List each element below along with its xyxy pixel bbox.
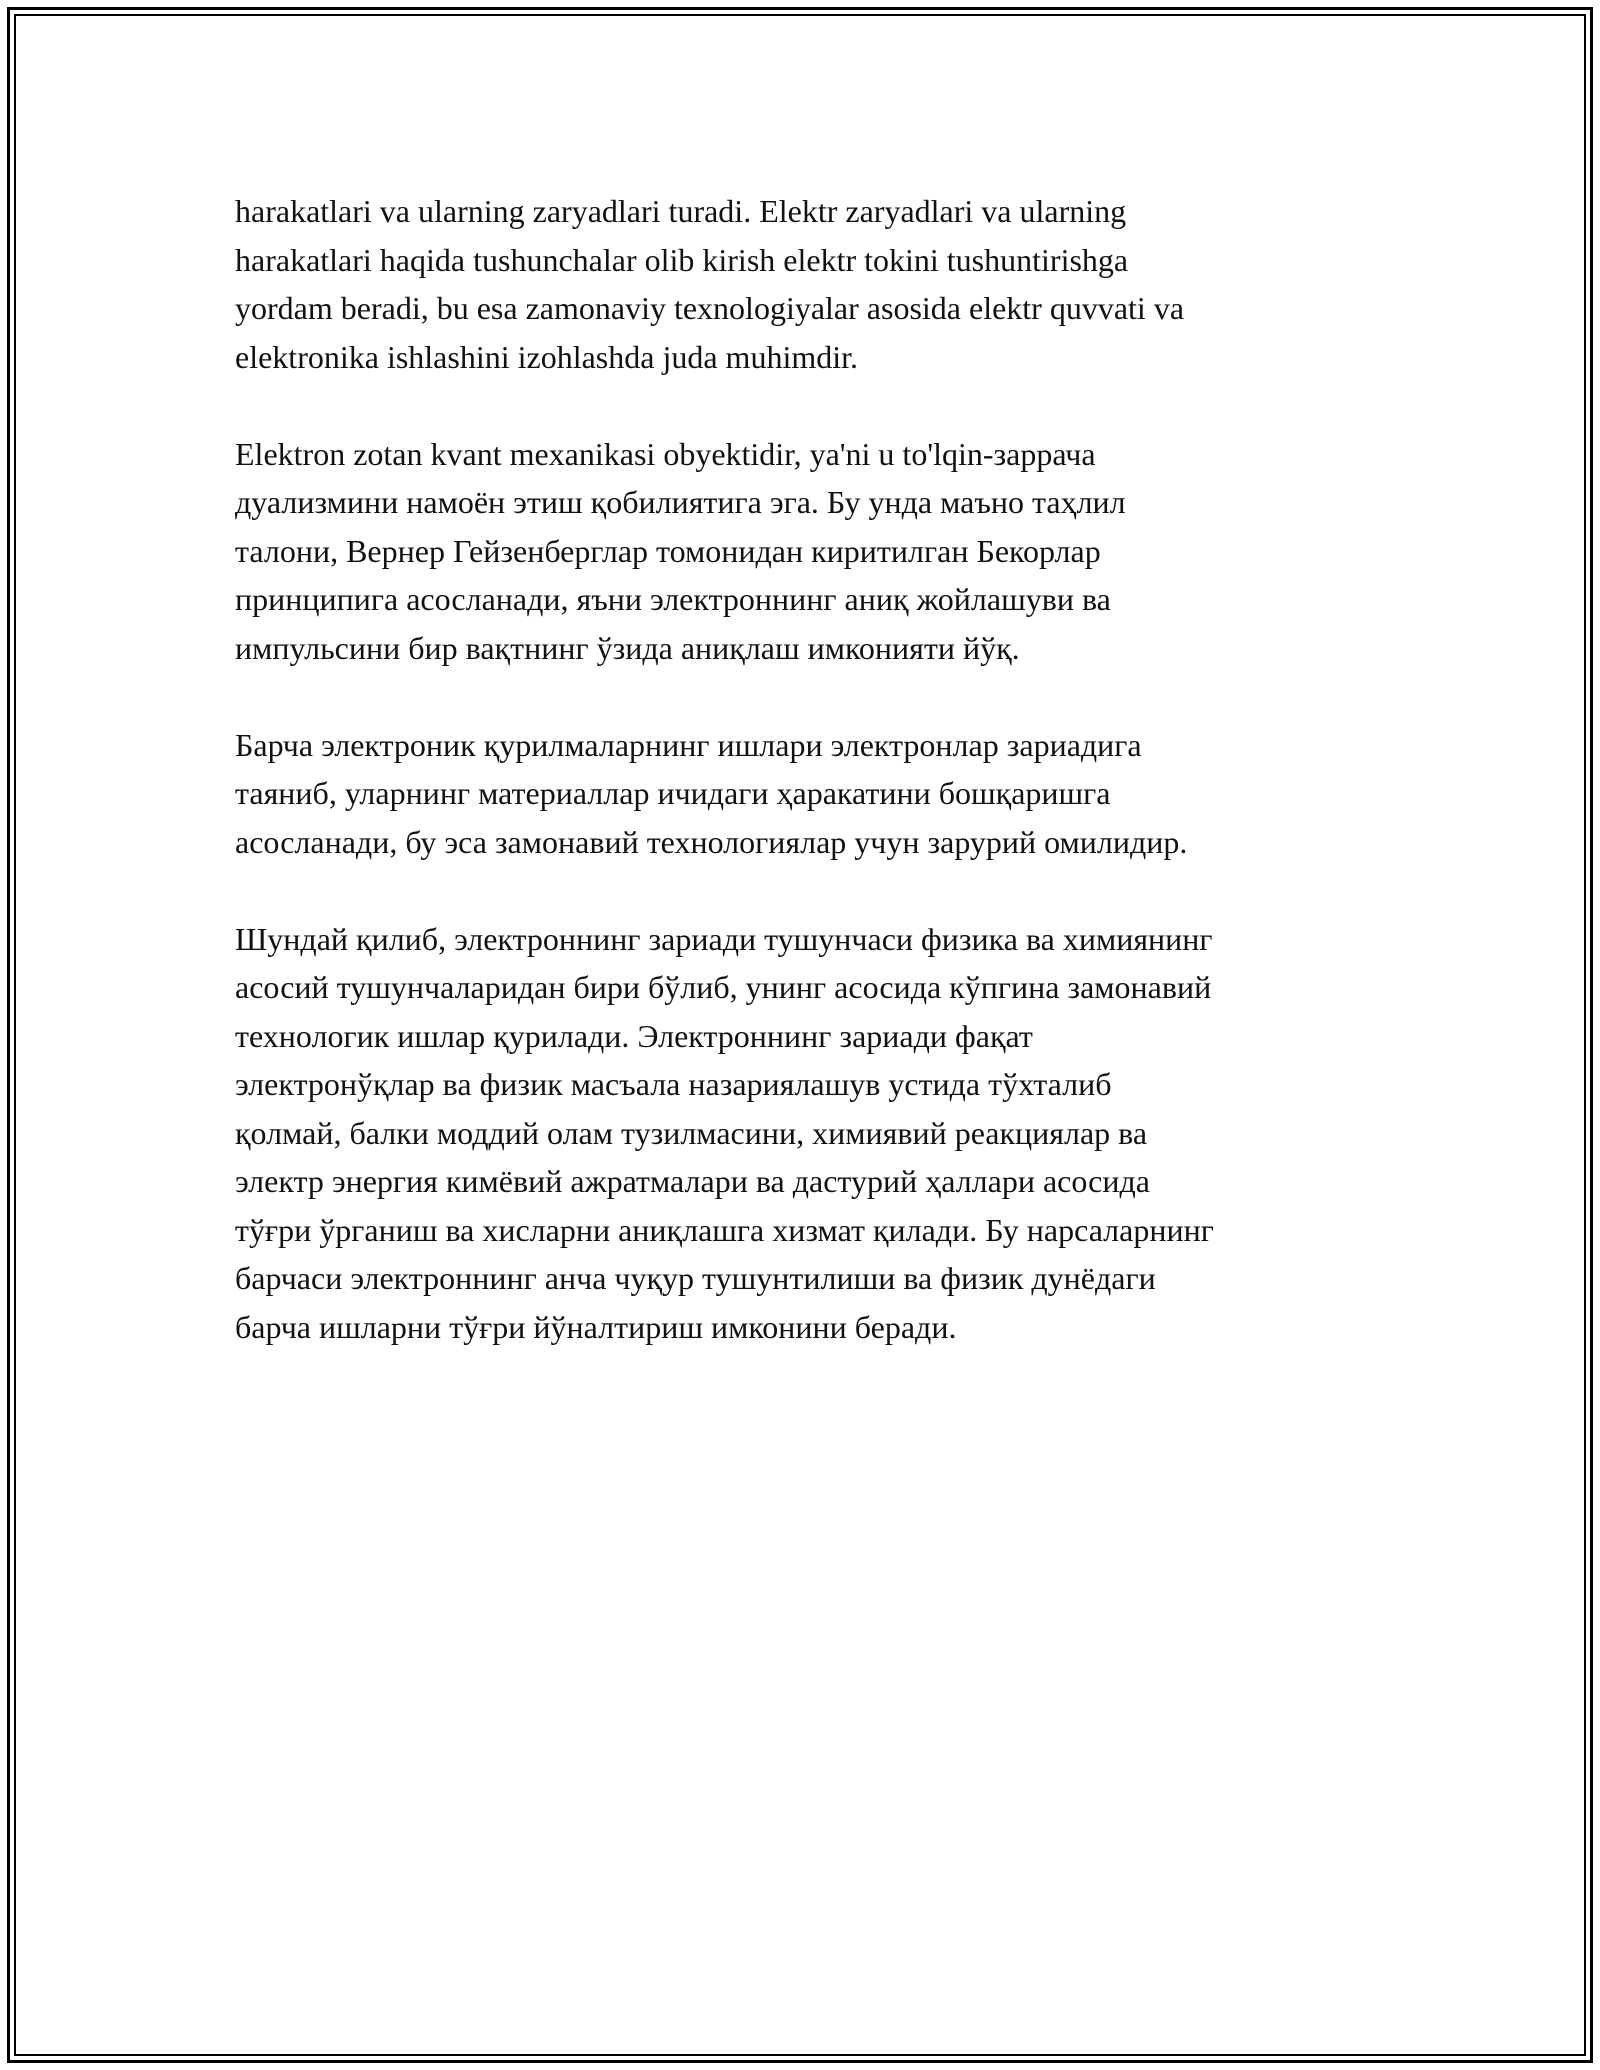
paragraph-2 (235, 430, 1365, 673)
text-line: Барча электроник қурилмаларнинг ишлари электронлар зариадига (235, 726, 1142, 763)
text-line: электронўқлар ва физик масъала назариялашув устида тўхталиб (235, 1066, 1112, 1102)
text-line: таяниб, уларнинг материаллар ичидаги ҳаракатини бошқаришга (235, 775, 1111, 811)
text-line: асосланади, бу эса замонавий технологиялар учун зарурий омилидир. (235, 823, 1188, 860)
text-line: Elektron zotan kvant mexanikasi obyektidir, ya'ni u to'lqin-заррача (235, 435, 1096, 472)
text-line: технологик ишлар қурилади. Электроннинг зариади фақат (235, 1017, 1033, 1054)
paragraph-4 (235, 915, 1365, 1352)
text-line: электр энергия кимёвий ажратмалари ва дастурий ҳаллари асосида (235, 1163, 1150, 1199)
text-line: дуализмини намоён этиш қобилиятига эга. Бу унда маъно таҳлил (235, 484, 1126, 520)
text-line: барчаси электроннинг анча чуқур тушунтилиши ва физик дунёдаги (235, 1260, 1156, 1296)
text-line: elektronika ishlashini izohlashda juda muhimdir. (235, 338, 858, 375)
text-line: harakatlari va ularning zaryadlari turadi. Elektr zaryadlari va ularning (235, 193, 1127, 229)
text-line: талони, Вернер Гейзенберглар томонидан киритилган Бекорлар (235, 532, 1101, 569)
text-line: қолмай, балки моддий олам тузилмасини, химиявий реакциялар ва (235, 1114, 1148, 1151)
document-body (235, 187, 1365, 1400)
paragraph-3 (235, 721, 1365, 867)
text-line: барча ишларни тўғри йўналтириш имконини беради. (235, 1308, 957, 1345)
text-line: принципига асосланади, яъни электроннинг аниқ жойлашуви ва (235, 581, 1111, 617)
text-line: harakatlari haqida tushunchalar olib kirish elektr tokini tushuntirishga (235, 241, 1129, 278)
text-line: асосий тушунчаларидан бири бўлиб, унинг асосида кўпгина замонавий (235, 969, 1212, 1005)
text-line: Шундай қилиб, электроннинг зариади тушунчаси физика ва химиянинг (235, 920, 1213, 957)
text-line: импульсини бир вақтнинг ўзида аниқлаш имконияти йўқ. (235, 629, 1020, 666)
text-line: yordam beradi, bu esa zamonaviy texnologiyalar asosida elektr quvvati va (235, 290, 1185, 326)
paragraph-1 (235, 187, 1365, 381)
text-line: тўғри ўрганиш ва хисларни аниқлашга хизмат қилади. Бу нарсаларнинг (235, 1211, 1214, 1248)
